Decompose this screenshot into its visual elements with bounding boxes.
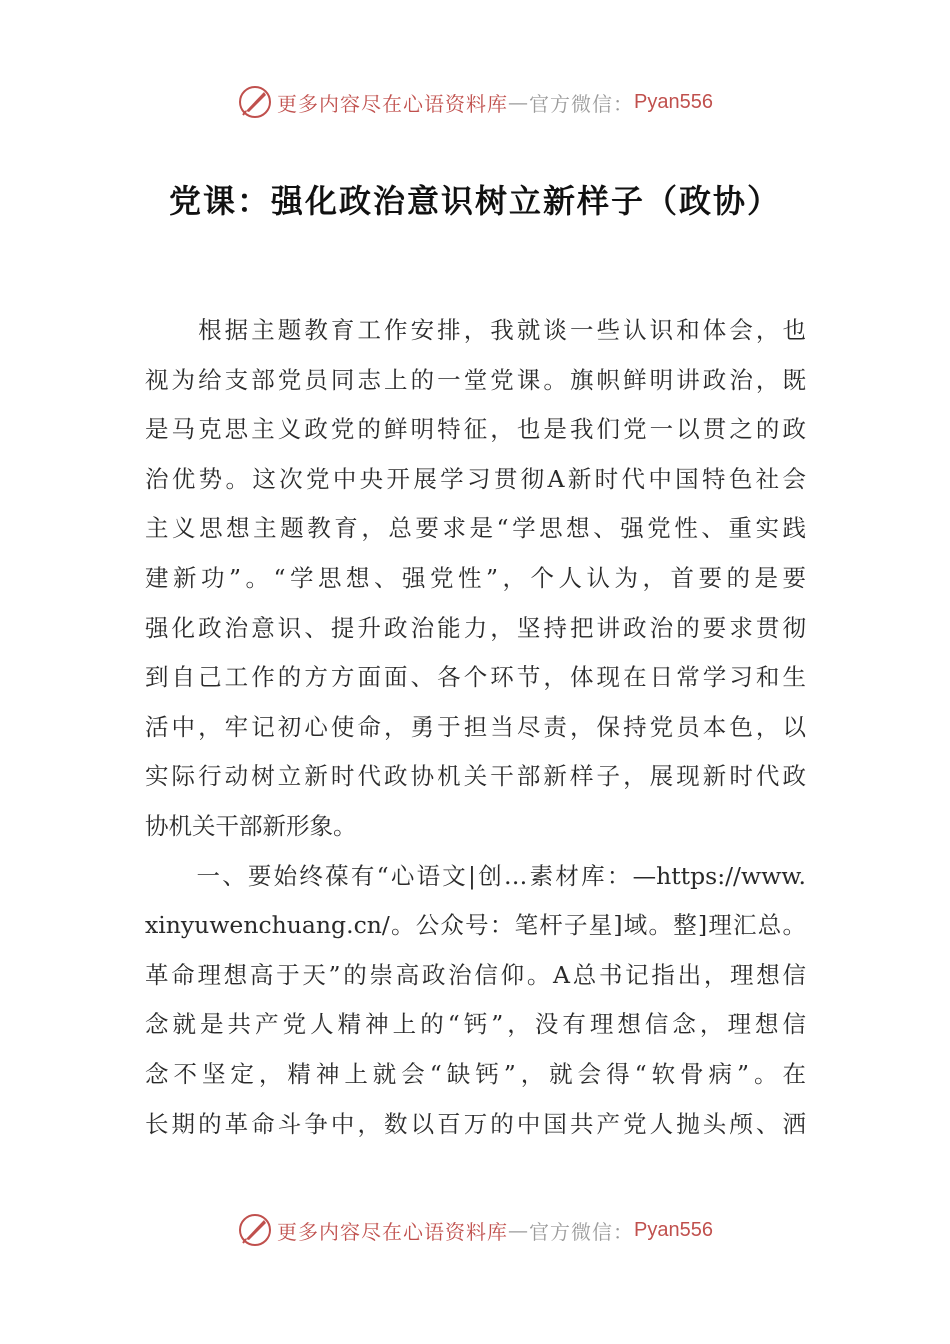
body-line: 实际行动树立新时代政协机关干部新样子，展现新时代政 bbox=[145, 762, 806, 791]
header-wechat-label: 官方微信： bbox=[529, 91, 635, 116]
body-line: 根据主题教育工作安排，我就谈一些认识和体会，也 bbox=[145, 316, 806, 344]
footer-site-text: 更多内容尽在心语资料库 bbox=[277, 1219, 509, 1244]
footer-wechat-id: Pyan556 bbox=[634, 1218, 713, 1241]
body-line: 念就是共产党人精神上的“钙”，没有理想信念，理想信 bbox=[145, 1010, 806, 1039]
body-line: 治优势。这次党中央开展学习贯彻A新时代中国特色社会 bbox=[145, 464, 806, 493]
body-line: xinyuwenchuang.cn/。公众号：笔杆子星]域。整]理汇总。 bbox=[145, 911, 806, 940]
body-line: 主义思想主题教育，总要求是“学思想、强党性、重实践 bbox=[145, 514, 806, 543]
footer-wechat-label: 官方微信： bbox=[529, 1219, 635, 1244]
body-line: 活中，牢记初心使命，勇于担当尽责，保持党员本色，以 bbox=[145, 712, 806, 741]
body-line: 强化政治意识、提升政治能力，坚持把讲政治的要求贯彻 bbox=[145, 613, 806, 642]
body-line: 到自己工作的方方面面、各个环节，体现在日常学习和生 bbox=[145, 663, 806, 692]
footer-banner bbox=[0, 1210, 950, 1250]
footer-separator: — bbox=[508, 1218, 530, 1242]
header-separator: — bbox=[508, 90, 530, 114]
body-line: 革命理想高于天”的崇高政治信仰。A总书记指出，理想信 bbox=[145, 960, 806, 989]
quill-logo-icon bbox=[237, 84, 273, 120]
body-line: 长期的革命斗争中，数以百万的中国共产党人抛头颅、洒 bbox=[145, 1109, 806, 1138]
document-body bbox=[145, 306, 806, 1149]
body-line: 协机关干部新形象。 bbox=[145, 811, 357, 840]
body-line: 念不坚定，精神上就会“缺钙”，就会得“软骨病”。在 bbox=[145, 1059, 806, 1088]
quill-logo-icon bbox=[237, 1212, 273, 1248]
header-wechat-id: Pyan556 bbox=[634, 90, 713, 113]
body-line: 建新功”。“学思想、强党性”，个人认为，首要的是要 bbox=[145, 563, 806, 592]
header-site-text: 更多内容尽在心语资料库 bbox=[277, 91, 509, 116]
body-line: 一、要始终葆有“心语文|创…素材库：—https://www. bbox=[145, 861, 806, 890]
body-line: 视为给支部党员同志上的一堂党课。旗帜鲜明讲政治，既 bbox=[145, 365, 806, 394]
body-line: 是马克思主义政党的鲜明特征，也是我们党一以贯之的政 bbox=[145, 415, 806, 444]
header-banner bbox=[0, 82, 950, 122]
document-title: 党课：强化政治意识树立新样子（政协） bbox=[168, 182, 781, 220]
